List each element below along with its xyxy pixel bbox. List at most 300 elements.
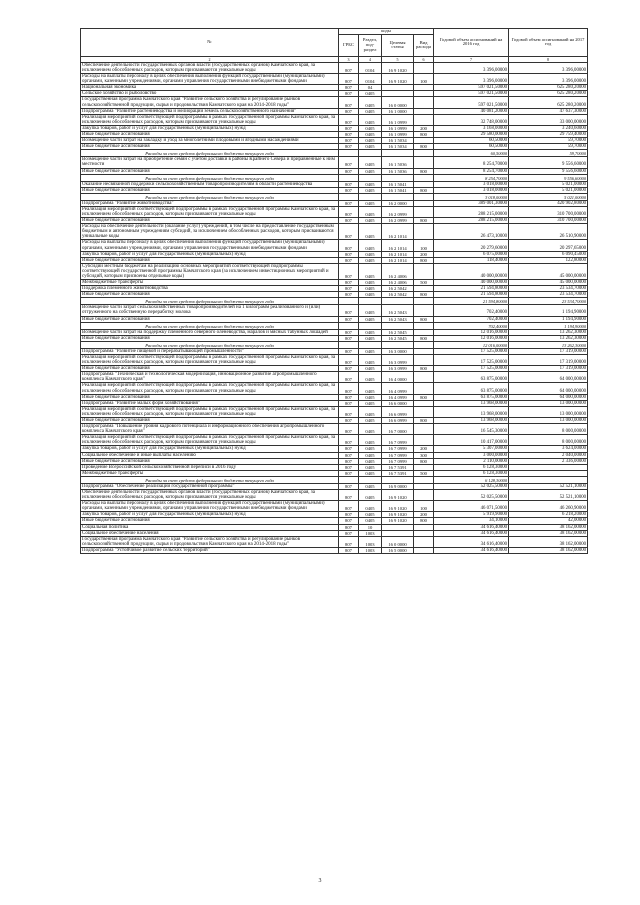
row-grbs: 807 xyxy=(339,372,359,383)
row-grbs: 807 xyxy=(339,85,359,91)
row-target-article: 16 3 0999 xyxy=(382,366,414,372)
row-amount-2016: 10 417,00000 xyxy=(434,435,509,446)
row-amount-2017: 38 162,00000 xyxy=(509,530,588,536)
row-expense-type xyxy=(414,354,434,365)
row-grbs: 807 xyxy=(339,366,359,372)
row-amount-2017: 17 319,00000 xyxy=(509,348,588,354)
row-expense-type: 100 xyxy=(414,74,434,85)
row-expense-type xyxy=(414,193,434,200)
table-row xyxy=(81,114,588,125)
row-expense-type xyxy=(414,536,434,547)
row-amount-2017: 13 000,00000 xyxy=(509,406,588,417)
row-amount-2017 xyxy=(509,476,588,483)
row-razdel: 0405 xyxy=(359,501,382,512)
row-expense-type xyxy=(414,305,434,316)
row-amount-2017: 47 637,30000 xyxy=(509,108,588,114)
row-grbs: 807 xyxy=(339,329,359,335)
row-target-article: 16 2 1014 xyxy=(382,240,414,251)
row-amount-2016: 3 168,00000 xyxy=(434,125,509,131)
table-row xyxy=(81,97,588,108)
row-amount-2016: 702,40000 xyxy=(434,305,509,316)
row-amount-2017: 1 194,90000 xyxy=(509,322,588,329)
row-grbs: 807 xyxy=(339,108,359,114)
row-razdel: 0405 xyxy=(359,383,382,394)
row-amount-2017: 17 319,00000 xyxy=(509,366,588,372)
row-amount-2017: 625 280,20000 xyxy=(509,91,588,97)
row-expense-type: 200 xyxy=(414,251,434,257)
row-amount-2017: 5 021,00000 xyxy=(509,187,588,193)
row-target-article: 16 2 5045 xyxy=(382,329,414,335)
row-amount-2016: 8 254,70000 xyxy=(434,157,509,168)
row-expense-type xyxy=(414,424,434,435)
federal-note-row xyxy=(81,476,588,483)
row-amount-2017: 625 280,20000 xyxy=(509,97,588,108)
row-grbs: 807 xyxy=(339,263,359,279)
row-name: Возмещение части затрат сельскохозяйственных товаропроизводителей на 1 килограмм реализованного и (или) отгруженного на собственную переработку молока xyxy=(81,305,339,316)
row-razdel: 0405 xyxy=(359,366,382,372)
row-name: Иные бюджетные ассигнования xyxy=(81,292,339,298)
row-name: Социальное обеспечение населения xyxy=(81,530,339,536)
row-name: Расходы на выплаты персоналу в целях обеспечения выполнения функций государственными (муниципальными) органами, казенными учреждениями, органами управления государственными внебюджетными фондами xyxy=(81,74,339,85)
header-expense-type: Вид расхода xyxy=(414,34,434,56)
row-amount-2017: 9 556,60000 xyxy=(509,157,588,168)
row-expense-type xyxy=(414,157,434,168)
row-razdel: 0405 xyxy=(359,263,382,279)
row-razdel: 1003 xyxy=(359,536,382,547)
row-target-article: 16 1 0999 xyxy=(382,132,414,138)
table-row xyxy=(81,224,588,240)
row-amount-2017: 26 510,90000 xyxy=(509,224,588,240)
row-razdel: 04 xyxy=(359,85,382,91)
row-razdel: 0405 xyxy=(359,354,382,365)
row-amount-2017: 13 000,00000 xyxy=(509,417,588,423)
row-amount-2017: 45 000,00000 xyxy=(509,280,588,286)
row-expense-type xyxy=(414,62,434,73)
row-amount-2016: 29 580,00000 xyxy=(434,132,509,138)
row-name: Иные бюджетные ассигнования xyxy=(81,366,339,372)
row-razdel: 0405 xyxy=(359,187,382,193)
row-amount-2016: 21 594,80000 xyxy=(434,292,509,298)
row-amount-2017: 9 556,60000 xyxy=(509,168,588,174)
row-amount-2016: 34 616,40000 xyxy=(434,547,509,553)
row-amount-2017: 5 021,00000 xyxy=(509,193,588,200)
row-grbs: 807 xyxy=(339,383,359,394)
table-row xyxy=(81,536,588,547)
row-name: Обеспечение деятельности государственных органов власти (государственных органов) Камчатского края, за исключением обособленных расходов, которым присваиваются уникальные коды xyxy=(81,62,339,73)
table-row xyxy=(81,406,588,417)
row-grbs: 807 xyxy=(339,292,359,298)
row-name: Межбюджетные трансферты xyxy=(81,280,339,286)
row-amount-2017: 420 902,80000 xyxy=(509,200,588,206)
row-target-article: 16 9 1020 xyxy=(382,501,414,512)
row-expense-type xyxy=(414,298,434,305)
row-grbs: 807 xyxy=(339,512,359,518)
row-grbs: 807 xyxy=(339,97,359,108)
row-expense-type xyxy=(414,224,434,240)
row-expense-type xyxy=(414,547,434,553)
header-razdel: Раздел, под-раздел xyxy=(359,34,382,56)
row-name: Иные бюджетные ассигнования xyxy=(81,218,339,224)
row-amount-2016: 13 968,00000 xyxy=(434,406,509,417)
row-amount-2016: 2 110,00000 xyxy=(434,458,509,464)
row-grbs: 807 xyxy=(339,394,359,400)
row-target-article: 16 2 5045 xyxy=(382,335,414,341)
row-razdel xyxy=(359,174,382,181)
row-amount-2017: 2 336,00000 xyxy=(509,458,588,464)
row-razdel: 0104 xyxy=(359,62,382,73)
row-name: Возмещение части затрат на закладку и уход за многолетними плодовыми и ягодными насаждениями xyxy=(81,138,339,144)
row-amount-2016: 40 000,00000 xyxy=(434,280,509,286)
row-name: Обеспечение деятельности государственных органов власти (государственных органов) Камчатского края, за исключением обособленных расходов, которым присваиваются уникальные коды xyxy=(81,490,339,501)
row-expense-type: 800 xyxy=(414,144,434,150)
row-target-article: 16 7 0999 xyxy=(382,446,414,452)
row-amount-2016: 288 215,00000 xyxy=(434,218,509,224)
row-razdel: 0405 xyxy=(359,372,382,383)
row-razdel xyxy=(359,476,382,483)
row-amount-2017: 23 534,70000 xyxy=(509,286,588,292)
row-target-article: 16 1 5034 xyxy=(382,144,414,150)
row-target-article: 16 7 0000 xyxy=(382,424,414,435)
row-name: Социальная политика xyxy=(81,524,339,530)
row-razdel: 0405 xyxy=(359,458,382,464)
row-expense-type: 800 xyxy=(414,366,434,372)
row-expense-type: 800 xyxy=(414,168,434,174)
row-target-article: 16 2 5043 xyxy=(382,305,414,316)
row-amount-2017: 6 090,45000 xyxy=(509,251,588,257)
row-razdel: 0405 xyxy=(359,452,382,458)
row-target-article: 16 9 0000 xyxy=(382,483,414,489)
row-expense-type: 800 xyxy=(414,218,434,224)
row-amount-2016: 60,50000 xyxy=(434,150,509,157)
row-amount-2017: 33 000,00000 xyxy=(509,114,588,125)
row-expense-type: 800 xyxy=(414,132,434,138)
row-name: Подпрограмма "Развитие животноводства" xyxy=(81,200,339,206)
row-grbs: 807 xyxy=(339,257,359,263)
row-amount-2017: 13 262,30000 xyxy=(509,329,588,335)
row-grbs: 807 xyxy=(339,157,359,168)
row-amount-2016: 60,50000 xyxy=(434,144,509,150)
row-razdel: 0405 xyxy=(359,348,382,354)
row-amount-2016: 12 016,00000 xyxy=(434,335,509,341)
row-target-article: 16 5 0000 xyxy=(382,547,414,553)
table-row xyxy=(81,372,588,383)
row-amount-2017: 625 280,20000 xyxy=(509,85,588,91)
row-name: Закупка товаров, работ и услуг для государственных (муниципальных) нужд xyxy=(81,251,339,257)
row-razdel: 0405 xyxy=(359,286,382,292)
col-number: 6 xyxy=(414,56,434,62)
row-razdel: 0405 xyxy=(359,400,382,406)
row-expense-type xyxy=(414,114,434,125)
row-grbs: 807 xyxy=(339,251,359,257)
row-target-article: 16 2 0999 xyxy=(382,206,414,217)
row-razdel: 1003 xyxy=(359,547,382,553)
row-amount-2017: 46 260,90000 xyxy=(509,501,588,512)
row-target-article: 16 4 0000 xyxy=(382,372,414,383)
col-number: 2 xyxy=(81,56,339,62)
row-razdel xyxy=(359,298,382,305)
row-grbs: 807 xyxy=(339,125,359,131)
row-grbs: 807 xyxy=(339,114,359,125)
row-expense-type: 800 xyxy=(414,292,434,298)
row-razdel: 1003 xyxy=(359,530,382,536)
row-amount-2016: 17 525,00000 xyxy=(434,348,509,354)
row-amount-2016: 13 968,00000 xyxy=(434,400,509,406)
row-amount-2017: 29 759,40000 xyxy=(509,132,588,138)
row-grbs: 807 xyxy=(339,206,359,217)
row-target-article: 16 9 1020 xyxy=(382,518,414,524)
row-razdel: 0405 xyxy=(359,464,382,470)
row-name: Иные бюджетные ассигнования xyxy=(81,335,339,341)
row-target-article: 16 4 0999 xyxy=(382,394,414,400)
row-target-article: 16 7 5391 xyxy=(382,470,414,476)
row-name: Расходы на обеспечение деятельности (оказание услуг) учреждений, в том числе на предоставление государственным бюджетным и автономным учреждениям субсидий, за исключением обособленных расходов, которым присваиваются уникальные коды xyxy=(81,224,339,240)
row-amount-2016: 26 473,10000 xyxy=(434,224,509,240)
row-amount-2016: 597 021,50000 xyxy=(434,97,509,108)
row-name: Расходы за счет средств федерального бюджета текущего года xyxy=(81,193,339,200)
row-name: Реализация мероприятий соответствующей подпрограммы в рамках государственной программы Камчатского края, за исключением обособленных расходов, которым присваиваются уникальные коды xyxy=(81,114,339,125)
row-name: Реализация мероприятий соответствующей подпрограммы в рамках государственной программы Камчатского края, за исключением обособленных расходов, которым присваиваются уникальные коды xyxy=(81,406,339,417)
row-grbs: 807 xyxy=(339,335,359,341)
row-razdel: 0405 xyxy=(359,240,382,251)
col-number: 4 xyxy=(359,56,382,62)
row-name: Закупка товаров, работ и услуг для государственных (муниципальных) нужд xyxy=(81,446,339,452)
row-expense-type: 800 xyxy=(414,458,434,464)
row-amount-2016: 3 018,00000 xyxy=(434,193,509,200)
row-razdel: 0405 xyxy=(359,518,382,524)
header-no: № xyxy=(81,29,339,57)
row-expense-type xyxy=(414,490,434,501)
row-name: Подпрограмма "Устойчивое развитие сельских территорий" xyxy=(81,547,339,553)
row-amount-2016: 12 016,00000 xyxy=(434,341,509,348)
row-razdel: 0405 xyxy=(359,335,382,341)
row-razdel: 0405 xyxy=(359,394,382,400)
row-name: Закупка товаров, работ и услуг для государственных (муниципальных) нужд xyxy=(81,125,339,131)
row-amount-2016: 52 025,50000 xyxy=(434,490,509,501)
row-name: Возмещение части затрат на поддержку племенного северного оленеводства, маралов и мясных табунных лошадей xyxy=(81,329,339,335)
row-amount-2016: 17 525,00000 xyxy=(434,366,509,372)
header-codes: коды xyxy=(339,29,434,35)
row-razdel: 0405 xyxy=(359,435,382,446)
col-number: 7 xyxy=(434,56,509,62)
row-expense-type: 800 xyxy=(414,394,434,400)
row-grbs: 807 xyxy=(339,316,359,322)
row-target-article: 16 1 0999 xyxy=(382,125,414,131)
row-expense-type xyxy=(414,476,434,483)
row-grbs: 807 xyxy=(339,181,359,187)
row-amount-2016: 702,40000 xyxy=(434,316,509,322)
row-amount-2016: 6 128,30000 xyxy=(434,470,509,476)
table-row xyxy=(81,424,588,435)
row-amount-2017: 310 700,00000 xyxy=(509,218,588,224)
row-target-article: 16 1 0000 xyxy=(382,108,414,114)
row-amount-2017: 8 000,00000 xyxy=(509,424,588,435)
row-target-article: 16 1 5034 xyxy=(382,138,414,144)
row-name: Реализация мероприятий соответствующей подпрограммы в рамках государственной программы Камчатского края, за исключением обособленных расходов, которым присваиваются уникальные коды xyxy=(81,383,339,394)
row-razdel: 0405 xyxy=(359,470,382,476)
row-grbs: 807 xyxy=(339,168,359,174)
row-grbs: 807 xyxy=(339,62,359,73)
row-amount-2017: 38 162,00000 xyxy=(509,547,588,553)
row-amount-2016: 34,10000 xyxy=(434,518,509,524)
row-grbs: 807 xyxy=(339,400,359,406)
row-name: Иные бюджетные ассигнования xyxy=(81,417,339,423)
budget-table-sheet xyxy=(80,28,587,554)
row-razdel: 0405 xyxy=(359,329,382,335)
row-amount-2016: 34 616,40000 xyxy=(434,530,509,536)
federal-note-row xyxy=(81,341,588,348)
federal-note-row xyxy=(81,322,588,329)
col-number: 8 xyxy=(509,56,588,62)
row-expense-type xyxy=(414,372,434,383)
row-expense-type: 800 xyxy=(414,518,434,524)
row-razdel: 0104 xyxy=(359,74,382,85)
row-amount-2016: 8 254,70000 xyxy=(434,168,509,174)
row-target-article: 16 2 0999 xyxy=(382,218,414,224)
row-target-article: 16 7 0999 xyxy=(382,452,414,458)
row-grbs: 807 xyxy=(339,547,359,553)
row-grbs: 807 xyxy=(339,286,359,292)
row-amount-2016: 63 875,00000 xyxy=(434,372,509,383)
row-target-article: 16 7 5391 xyxy=(382,464,414,470)
row-expense-type: 500 xyxy=(414,470,434,476)
row-amount-2016: 32 748,00000 xyxy=(434,114,509,125)
row-grbs: 807 xyxy=(339,224,359,240)
row-target-article xyxy=(382,150,414,157)
row-amount-2016: 8 254,70000 xyxy=(434,174,509,181)
row-grbs: 807 xyxy=(339,424,359,435)
row-target-article: 16 2 1014 xyxy=(382,251,414,257)
row-amount-2017: 17 319,00000 xyxy=(509,354,588,365)
row-amount-2017: 59,70000 xyxy=(509,144,588,150)
row-amount-2017: 59,70000 xyxy=(509,150,588,157)
row-target-article xyxy=(382,298,414,305)
row-grbs xyxy=(339,298,359,305)
row-amount-2017: 3 396,00000 xyxy=(509,62,588,73)
row-amount-2017: 6 218,20000 xyxy=(509,512,588,518)
row-name: Национальная экономика xyxy=(81,85,339,91)
row-target-article: 16 2 5042 xyxy=(382,292,414,298)
row-razdel: 0405 xyxy=(359,512,382,518)
table-row xyxy=(81,157,588,168)
row-amount-2016: 702,40000 xyxy=(434,322,509,329)
row-name: Расходы за счет средств федерального бюджета текущего года xyxy=(81,341,339,348)
row-razdel xyxy=(359,322,382,329)
row-razdel: 0405 xyxy=(359,316,382,322)
row-amount-2016: 16 545,30000 xyxy=(434,424,509,435)
row-razdel: 0405 xyxy=(359,138,382,144)
row-grbs: 807 xyxy=(339,200,359,206)
row-name: Иные бюджетные ассигнования xyxy=(81,316,339,322)
row-expense-type xyxy=(414,341,434,348)
row-razdel: 0405 xyxy=(359,251,382,257)
row-amount-2016: 597 021,50000 xyxy=(434,91,509,97)
row-expense-type xyxy=(414,435,434,446)
row-razdel: 0405 xyxy=(359,206,382,217)
row-name: Государственная программа Камчатского края "Развитие сельского хозяйства и регулирование рынков сельскохозяйственной продукции, сырья и продовольствия Камчатского края на 2014-2018 годы" xyxy=(81,97,339,108)
row-grbs: 807 xyxy=(339,490,359,501)
row-expense-type xyxy=(414,206,434,217)
row-grbs: 807 xyxy=(339,470,359,476)
row-name: Расходы за счет средств федерального бюджета текущего года xyxy=(81,476,339,483)
row-expense-type: 800 xyxy=(414,187,434,193)
table-row xyxy=(81,547,588,553)
row-amount-2017: 13 000,00000 xyxy=(509,400,588,406)
row-name: Иные бюджетные ассигнования xyxy=(81,257,339,263)
row-target-article: 16 1 5041 xyxy=(382,187,414,193)
row-expense-type: 800 xyxy=(414,316,434,322)
row-target-article: 16 0 0000 xyxy=(382,536,414,547)
row-name: Подпрограмма "Обеспечение реализации государственной программы" xyxy=(81,483,339,489)
row-target-article: 16 0 0000 xyxy=(382,97,414,108)
row-grbs xyxy=(339,341,359,348)
row-amount-2017: 42,00000 xyxy=(509,518,588,524)
row-amount-2016: 6 128,30000 xyxy=(434,476,509,483)
row-amount-2016: 34 616,40000 xyxy=(434,536,509,547)
row-amount-2016: 3 396,00000 xyxy=(434,74,509,85)
row-target-article: 16 2 4006 xyxy=(382,263,414,279)
row-amount-2016: 6 128,30000 xyxy=(434,464,509,470)
row-target-article xyxy=(382,174,414,181)
row-target-article: 16 9 1020 xyxy=(382,74,414,85)
table-row xyxy=(81,435,588,446)
row-expense-type: 200 xyxy=(414,512,434,518)
row-amount-2016: 21 594,80000 xyxy=(434,298,509,305)
budget-table xyxy=(80,28,588,554)
row-amount-2016: 63 875,00000 xyxy=(434,383,509,394)
row-razdel xyxy=(359,150,382,157)
row-razdel: 0405 xyxy=(359,280,382,286)
row-name: Расходы на выплаты персоналу в целях обеспечения выполнения функций государственными (муниципальными) органами, казенными учреждениями, органами управления государственными внебюджетными фондами xyxy=(81,240,339,251)
row-amount-2017: 20 297,65000 xyxy=(509,240,588,251)
row-name: Иные бюджетные ассигнования xyxy=(81,132,339,138)
row-amount-2016: 3 018,00000 xyxy=(434,181,509,187)
row-target-article: 16 3 0999 xyxy=(382,354,414,365)
row-amount-2017: 1 194,90000 xyxy=(509,316,588,322)
row-expense-type: 100 xyxy=(414,501,434,512)
row-name: Подпрограмма "Развитие растениеводства и мелиорации земель сельскохозяйственного назначения" xyxy=(81,108,339,114)
row-grbs: 807 xyxy=(339,132,359,138)
row-razdel: 0405 xyxy=(359,490,382,501)
row-amount-2017: 38 162,00000 xyxy=(509,536,588,547)
row-name: Подпрограмма "Техническая и технологическая модернизация, инновационное развитие агропромышленного комплекса Камчатского края" xyxy=(81,372,339,383)
row-target-article: 16 2 4006 xyxy=(382,280,414,286)
header-target-article: Целевая статья xyxy=(382,34,414,56)
row-target-article: 16 9 1020 xyxy=(382,512,414,518)
row-target-article: 16 1 0999 xyxy=(382,114,414,125)
row-amount-2016: 389 001,30000 xyxy=(434,200,509,206)
header-grbs: ГРБС xyxy=(339,34,359,56)
row-name: Расходы на выплаты персоналу в целях обеспечения выполнения функций государственными (муниципальными) органами, казенными учреждениями, органами управления государственными внебюджетными фондами xyxy=(81,501,339,512)
row-amount-2016: 20 279,60000 xyxy=(434,240,509,251)
row-amount-2016: 6 075,00000 xyxy=(434,251,509,257)
row-razdel: 0405 xyxy=(359,97,382,108)
row-grbs xyxy=(339,476,359,483)
row-name: Межбюджетные трансферты xyxy=(81,470,339,476)
row-grbs: 807 xyxy=(339,354,359,365)
row-grbs: 807 xyxy=(339,536,359,547)
row-razdel: 0405 xyxy=(359,292,382,298)
row-expense-type: 300 xyxy=(414,452,434,458)
row-name: Реализация мероприятий соответствующей подпрограммы в рамках государственной программы Камчатского края, за исключением обособленных расходов, которым присваиваются уникальные коды xyxy=(81,354,339,365)
row-razdel: 0405 xyxy=(359,108,382,114)
federal-note-row xyxy=(81,150,588,157)
row-razdel: 0405 xyxy=(359,483,382,489)
row-grbs: 807 xyxy=(339,452,359,458)
row-razdel: 0405 xyxy=(359,144,382,150)
row-expense-type: 200 xyxy=(414,446,434,452)
row-amount-2017: 3 396,00000 xyxy=(509,74,588,85)
row-razdel: 0405 xyxy=(359,132,382,138)
